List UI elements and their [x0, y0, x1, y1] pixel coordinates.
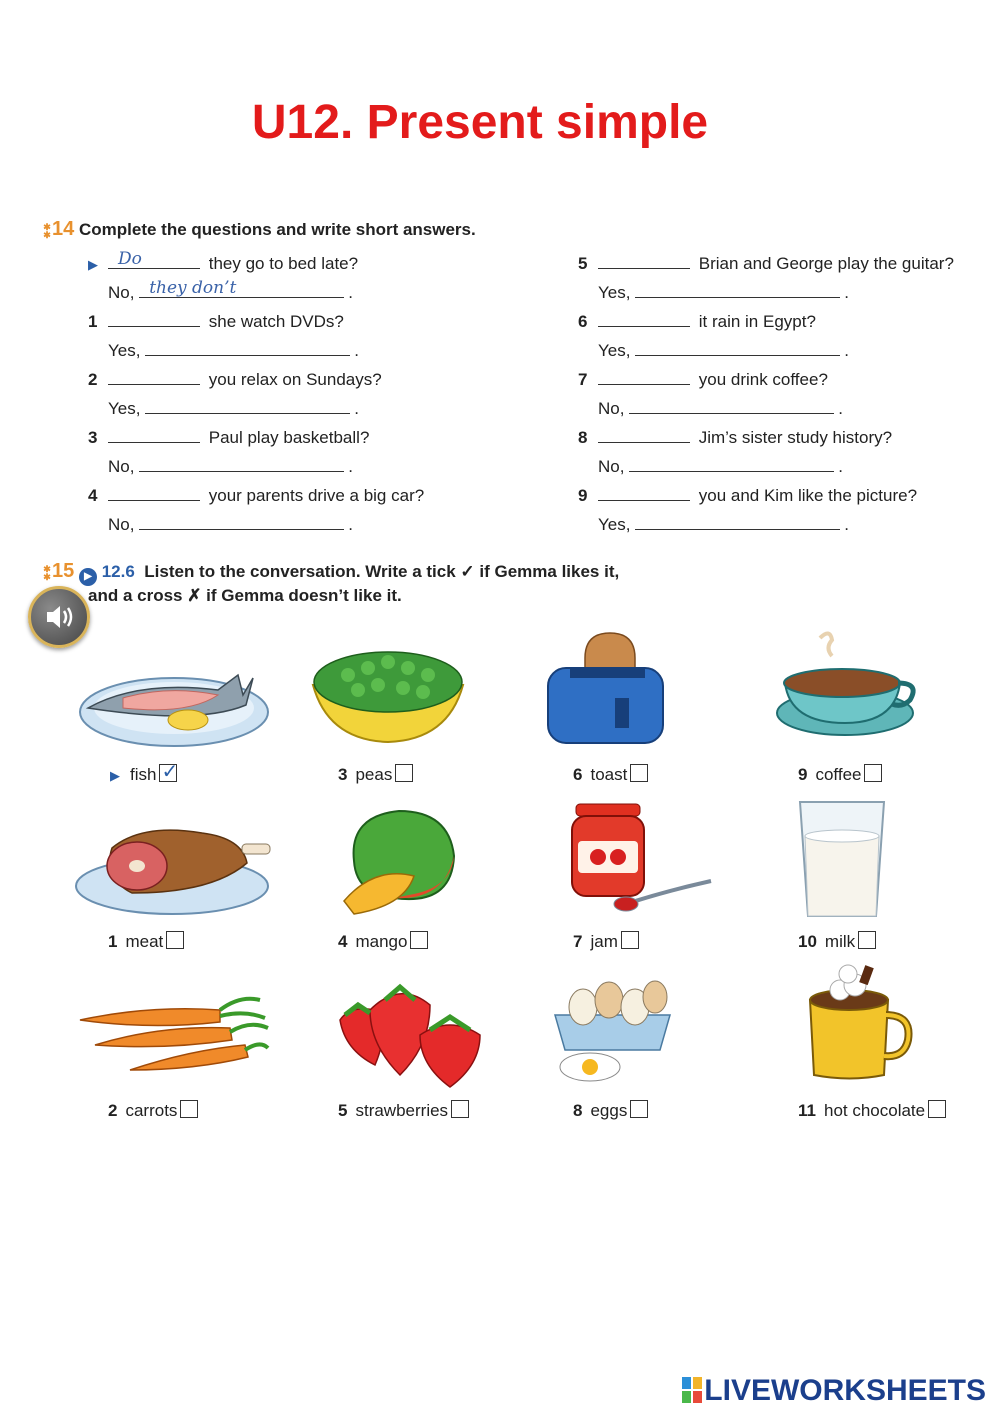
toast-image — [540, 628, 670, 748]
eggs-image — [545, 975, 680, 1087]
question-6: 6 it rain in Egypt? — [578, 312, 816, 331]
peas-image — [308, 640, 468, 750]
reply-6: Yes, . — [598, 341, 849, 360]
question-2: 2 you relax on Sundays? — [88, 370, 382, 389]
reply-5: Yes, . — [598, 283, 849, 302]
exercise-15-heading: ✱ ✱15 ▶ 12.6 Listen to the conversation. Write a tick ✓ if Gemma likes it, — [42, 560, 619, 586]
exercise-15-instruction-line2: and a cross ✗ if Gemma doesn’t like it. — [88, 586, 402, 605]
coffee-image — [770, 628, 920, 748]
reply-8: No, . — [598, 457, 843, 476]
handwritten-answer: they don’t — [149, 278, 237, 298]
answer-blank[interactable] — [598, 428, 690, 443]
reply-1: Yes, . — [108, 341, 359, 360]
food-checkbox[interactable] — [630, 764, 648, 782]
exercise-instruction: Complete the questions and write short answers. — [78, 220, 476, 239]
answer-blank[interactable] — [108, 428, 200, 443]
answer-blank[interactable] — [108, 486, 200, 501]
answer-blank[interactable] — [629, 399, 834, 414]
reply-4: No, . — [108, 515, 353, 534]
milk-image — [796, 796, 888, 922]
page-title: U12. Present simple — [251, 96, 709, 149]
reply-2: Yes, . — [108, 399, 359, 418]
question-9: 9 you and Kim like the picture? — [578, 486, 918, 505]
food-checkbox[interactable] — [180, 1100, 198, 1118]
jam-image — [566, 796, 716, 916]
food-item-peas: 3 peas — [338, 764, 413, 785]
tick-icon: ✓ — [161, 761, 179, 783]
food-item-jam: 7 jam — [573, 931, 639, 952]
food-checkbox[interactable] — [410, 931, 428, 949]
handwritten-answer: Do — [118, 249, 142, 269]
answer-blank[interactable] — [635, 341, 840, 356]
answer-blank[interactable] — [145, 399, 350, 414]
answer-blank[interactable] — [635, 283, 840, 298]
speaker-icon — [31, 589, 87, 645]
example-question: ▶ Do they go to bed late? — [88, 249, 359, 273]
food-checkbox[interactable] — [928, 1100, 946, 1118]
question-4: 4 your parents drive a big car? — [88, 486, 425, 505]
food-checkbox[interactable] — [159, 761, 179, 783]
answer-blank[interactable] — [139, 457, 344, 472]
answer-blank[interactable] — [108, 312, 200, 327]
fish-image — [78, 650, 278, 750]
answer-blank[interactable] — [108, 370, 200, 385]
question-5: 5 Brian and George play the guitar? — [578, 254, 954, 273]
liveworksheets-logo: LIVEWORKSHEETS — [682, 1374, 986, 1408]
answer-blank[interactable] — [145, 341, 350, 356]
exercise-number: 14 — [52, 218, 75, 240]
answer-blank[interactable] — [598, 312, 690, 327]
audio-play-button[interactable] — [28, 586, 90, 648]
food-checkbox[interactable] — [166, 931, 184, 949]
answer-blank[interactable] — [139, 278, 344, 298]
answer-blank[interactable] — [598, 370, 690, 385]
mango-image — [334, 806, 464, 921]
food-item-milk: 10 milk — [798, 931, 876, 952]
food-item-strawberries: 5 strawberries — [338, 1100, 469, 1121]
food-item-fish: ▶ fish ✓ — [110, 761, 179, 784]
exercise-instruction: Listen to the conversation. Write a tick ✓ if Gemma likes it, — [144, 562, 620, 581]
track-number: 12.6 — [101, 562, 135, 581]
exercise-14-heading — [42, 218, 476, 241]
question-1: 1 she watch DVDs? — [88, 312, 344, 331]
example-reply: No, they don’t . — [108, 278, 353, 302]
food-item-eggs: 8 eggs — [573, 1100, 648, 1121]
play-bullet-icon: ▶ — [110, 768, 120, 783]
reply-9: Yes, . — [598, 515, 849, 534]
food-checkbox[interactable] — [621, 931, 639, 949]
answer-blank[interactable] — [635, 515, 840, 530]
answer-blank[interactable] — [108, 249, 200, 269]
difficulty-stars-icon: ✱ ✱ — [43, 221, 51, 240]
food-item-mango: 4 mango — [338, 931, 428, 952]
food-item-coffee: 9 coffee — [798, 764, 882, 785]
logo-cube-icon — [682, 1377, 702, 1403]
food-item-meat: 1 meat — [108, 931, 184, 952]
play-bullet-icon: ▶ — [88, 257, 98, 272]
question-3: 3 Paul play basketball? — [88, 428, 370, 447]
food-item-toast: 6 toast — [573, 764, 648, 785]
meat-image — [72, 808, 282, 918]
question-7: 7 you drink coffee? — [578, 370, 828, 389]
carrots-image — [70, 990, 270, 1085]
strawberries-image — [330, 975, 490, 1090]
food-item-carrots: 2 carrots — [108, 1100, 198, 1121]
audio-track-icon: ▶ — [79, 568, 97, 586]
hot-chocolate-image — [800, 960, 915, 1085]
answer-blank[interactable] — [598, 254, 690, 269]
food-checkbox[interactable] — [395, 764, 413, 782]
food-item-hot-chocolate: 11 hot chocolate — [798, 1100, 946, 1121]
difficulty-stars-icon: ✱ ✱ — [43, 563, 51, 582]
reply-7: No, . — [598, 399, 843, 418]
answer-blank[interactable] — [139, 515, 344, 530]
question-8: 8 Jim’s sister study history? — [578, 428, 893, 447]
reply-3: No, . — [108, 457, 353, 476]
food-checkbox[interactable] — [864, 764, 882, 782]
food-checkbox[interactable] — [451, 1100, 469, 1118]
answer-blank[interactable] — [629, 457, 834, 472]
food-checkbox[interactable] — [858, 931, 876, 949]
answer-blank[interactable] — [598, 486, 690, 501]
food-checkbox[interactable] — [630, 1100, 648, 1118]
